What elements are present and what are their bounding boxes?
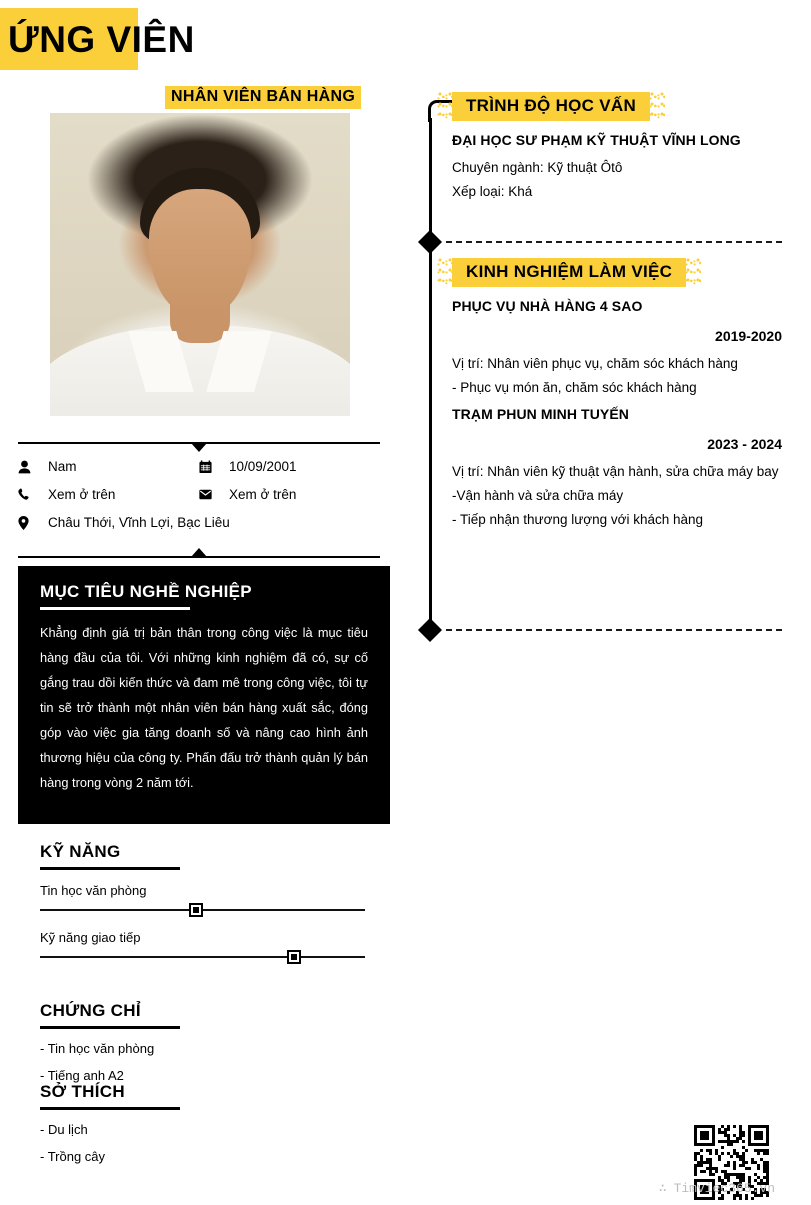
hobby-item: - Trồng cây xyxy=(40,1148,106,1164)
contact-divider-top xyxy=(18,437,380,449)
experience-period: 2023 - 2024 xyxy=(707,436,782,452)
brand-mark-icon: ∴ xyxy=(658,1181,667,1196)
experience-org: PHỤC VỤ NHÀ HÀNG 4 SAO xyxy=(452,298,643,314)
avatar xyxy=(50,113,350,416)
certificate-item: - Tiếng anh A2 xyxy=(40,1067,124,1083)
page-title: ỨNG VIÊN xyxy=(8,19,195,60)
slider-track xyxy=(40,956,365,959)
hobby-item: - Du lịch xyxy=(40,1121,88,1137)
skills-rule xyxy=(40,867,180,870)
hobbies-heading: SỞ THÍCH xyxy=(40,1082,125,1101)
contact-grid xyxy=(18,449,380,551)
career-objective-section xyxy=(18,566,390,824)
certificates-rule xyxy=(40,1026,180,1029)
experience-period: 2019-2020 xyxy=(715,328,782,344)
career-objective-text: Khẳng định giá trị bản thân trong công việc là mục tiêu hàng đầu của tôi. Với những kinh nghiệm đã có, sự cố gắng trau dồi kiến thức và đam mê trong công việc, tôi tự tin sẽ trở thành một nhân viên bán hàng xuất sắc, đóng góp vào việc gia tăng doanh số và nâng cao hình ảnh thương hiệu của công ty. Phấn đấu trở thành quản lý bán hàng trong vòng 2 năm tới. xyxy=(40,624,368,790)
contact-row xyxy=(18,515,380,530)
hobbies-list xyxy=(40,1122,380,1164)
person-icon xyxy=(18,460,48,474)
hobbies-section xyxy=(40,1082,380,1164)
skills-list xyxy=(40,883,380,964)
job-title-highlight xyxy=(165,86,361,109)
career-objective-heading: MỤC TIÊU NGHỀ NGHIỆP xyxy=(40,582,252,601)
skills-heading: KỸ NĂNG xyxy=(40,842,121,861)
skill-label: Tin học văn phòng xyxy=(40,882,147,898)
skills-section xyxy=(40,842,380,964)
skill-item xyxy=(40,883,380,917)
timeline-dashed-separator xyxy=(446,241,782,243)
contact-phone-value: Xem ở trên xyxy=(48,487,116,502)
experience-duty: - Phục vụ món ăn, chăm sóc khách hàng xyxy=(452,380,697,395)
timeline-diamond-icon xyxy=(418,230,442,254)
contact-address-value: Châu Thới, Vĩnh Lợi, Bạc Liêu xyxy=(48,515,230,530)
brand-footer xyxy=(659,1181,775,1196)
skill-slider[interactable] xyxy=(40,950,365,964)
phone-icon xyxy=(18,488,48,501)
contact-gender-value: Nam xyxy=(48,459,77,474)
skill-slider[interactable] xyxy=(40,903,365,917)
education-section xyxy=(452,92,782,199)
slider-handle[interactable] xyxy=(287,950,301,964)
qr-code xyxy=(694,1125,769,1185)
certificates-section xyxy=(40,1001,380,1083)
experience-duty: -Vận hành và sửa chữa máy xyxy=(452,488,624,503)
experience-position: Vị trí: Nhân viên phục vụ, chăm sóc khách hàng xyxy=(452,356,738,371)
timeline-dashed-separator xyxy=(446,629,782,631)
timeline-diamond-icon xyxy=(418,618,442,642)
experience-section xyxy=(452,258,782,527)
experience-list xyxy=(452,298,782,527)
education-major: Chuyên ngành: Kỹ thuật Ôtô xyxy=(452,160,623,175)
experience-heading: KINH NGHIỆM LÀM VIỆC xyxy=(452,258,686,287)
contact-address xyxy=(18,515,380,530)
contact-block xyxy=(18,437,380,563)
calendar-icon xyxy=(199,460,229,474)
contact-birthdate-value: 10/09/2001 xyxy=(229,459,297,474)
certificate-item: - Tin học văn phòng xyxy=(40,1040,155,1056)
slider-handle[interactable] xyxy=(189,903,203,917)
hobbies-rule xyxy=(40,1107,180,1110)
contact-email xyxy=(199,487,380,502)
experience-item xyxy=(452,298,782,395)
timeline-line xyxy=(429,118,432,630)
contact-email-value: Xem ở trên xyxy=(229,487,297,502)
contact-gender xyxy=(18,459,199,474)
location-pin-icon xyxy=(18,516,48,530)
experience-duty: - Tiếp nhận thương lượng với khách hàng xyxy=(452,512,704,527)
career-objective-rule xyxy=(40,607,190,610)
job-title: NHÂN VIÊN BÁN HÀNG xyxy=(171,88,356,105)
certificates-list xyxy=(40,1041,380,1083)
contact-row xyxy=(18,487,380,502)
experience-item xyxy=(452,406,782,527)
contact-divider-bottom xyxy=(18,551,380,563)
skill-label: Kỹ năng giao tiếp xyxy=(40,929,141,945)
experience-position: Vị trí: Nhân viên kỹ thuật vận hành, sửa chữa máy bay xyxy=(452,464,779,479)
education-heading: TRÌNH ĐỘ HỌC VẤN xyxy=(452,92,650,121)
education-school: ĐẠI HỌC SƯ PHẠM KỸ THUẬT VĨNH LONG xyxy=(452,132,741,148)
skill-item xyxy=(40,930,380,964)
envelope-icon xyxy=(199,489,229,500)
brand-name: Timviec365.vn xyxy=(673,1181,775,1196)
experience-org: TRẠM PHUN MINH TUYẾN xyxy=(452,406,629,422)
contact-phone xyxy=(18,487,199,502)
portrait-face xyxy=(149,189,251,316)
education-rank: Xếp loại: Khá xyxy=(452,184,533,199)
contact-birthdate xyxy=(199,459,380,474)
contact-row xyxy=(18,459,380,474)
certificates-heading: CHỨNG CHỈ xyxy=(40,1001,141,1020)
